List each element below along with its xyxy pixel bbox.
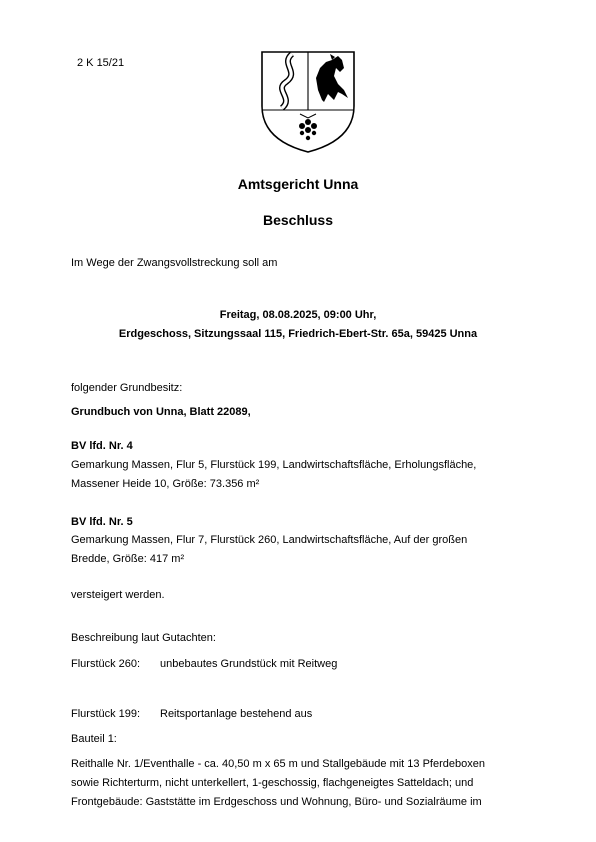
case-number: 2 K 15/21: [77, 57, 125, 69]
auction-outro: versteigert werden.: [71, 589, 165, 601]
nrw-coat-of-arms-icon: [258, 48, 358, 156]
document-type: Beschluss: [262, 212, 334, 228]
parcel-label: Flurstück 199:: [71, 708, 141, 720]
description-heading: Beschreibung laut Gutachten:: [71, 632, 216, 644]
bv-line: Massener Heide 10, Größe: 73.356 m²: [71, 478, 260, 490]
bauteil-heading: Bauteil 1:: [71, 733, 117, 745]
court-name: Amtsgericht Unna: [237, 176, 359, 192]
body-line: Reithalle Nr. 1/Eventhalle - ca. 40,50 m x 65 m und Stallgebäude mit 13 Pferdeboxen: [71, 758, 485, 770]
auction-location: Erdgeschoss, Sitzungssaal 115, Friedrich-Ebert-Str. 65a, 59425 Unna: [118, 328, 478, 340]
parcel-description: unbebautes Grundstück mit Reitweg: [160, 658, 338, 670]
bv-line: Bredde, Größe: 417 m²: [71, 553, 185, 565]
parcel-label: Flurstück 260:: [71, 658, 141, 670]
bv-heading: BV lfd. Nr. 4: [71, 440, 133, 452]
body-line: sowie Richterturm, nicht unterkellert, 1-geschossig, flachgeneigtes Satteldach; und: [71, 777, 474, 789]
body-line: Frontgebäude: Gaststätte im Erdgeschoss und Wohnung, Büro- und Sozialräume im: [71, 796, 482, 808]
bv-heading: BV lfd. Nr. 5: [71, 516, 133, 528]
bv-line: Gemarkung Massen, Flur 5, Flurstück 199, Landwirtschaftsfläche, Erholungsfläche,: [71, 459, 477, 471]
property-intro: folgender Grundbesitz:: [71, 382, 183, 394]
intro-text: Im Wege der Zwangsvollstreckung soll am: [71, 257, 278, 269]
grundbuch-reference: Grundbuch von Unna, Blatt 22089,: [71, 406, 251, 418]
parcel-description: Reitsportanlage bestehend aus: [160, 708, 313, 720]
auction-date: Freitag, 08.08.2025, 09:00 Uhr,: [219, 309, 377, 321]
bv-line: Gemarkung Massen, Flur 7, Flurstück 260, Landwirtschaftsfläche, Auf der großen: [71, 534, 468, 546]
